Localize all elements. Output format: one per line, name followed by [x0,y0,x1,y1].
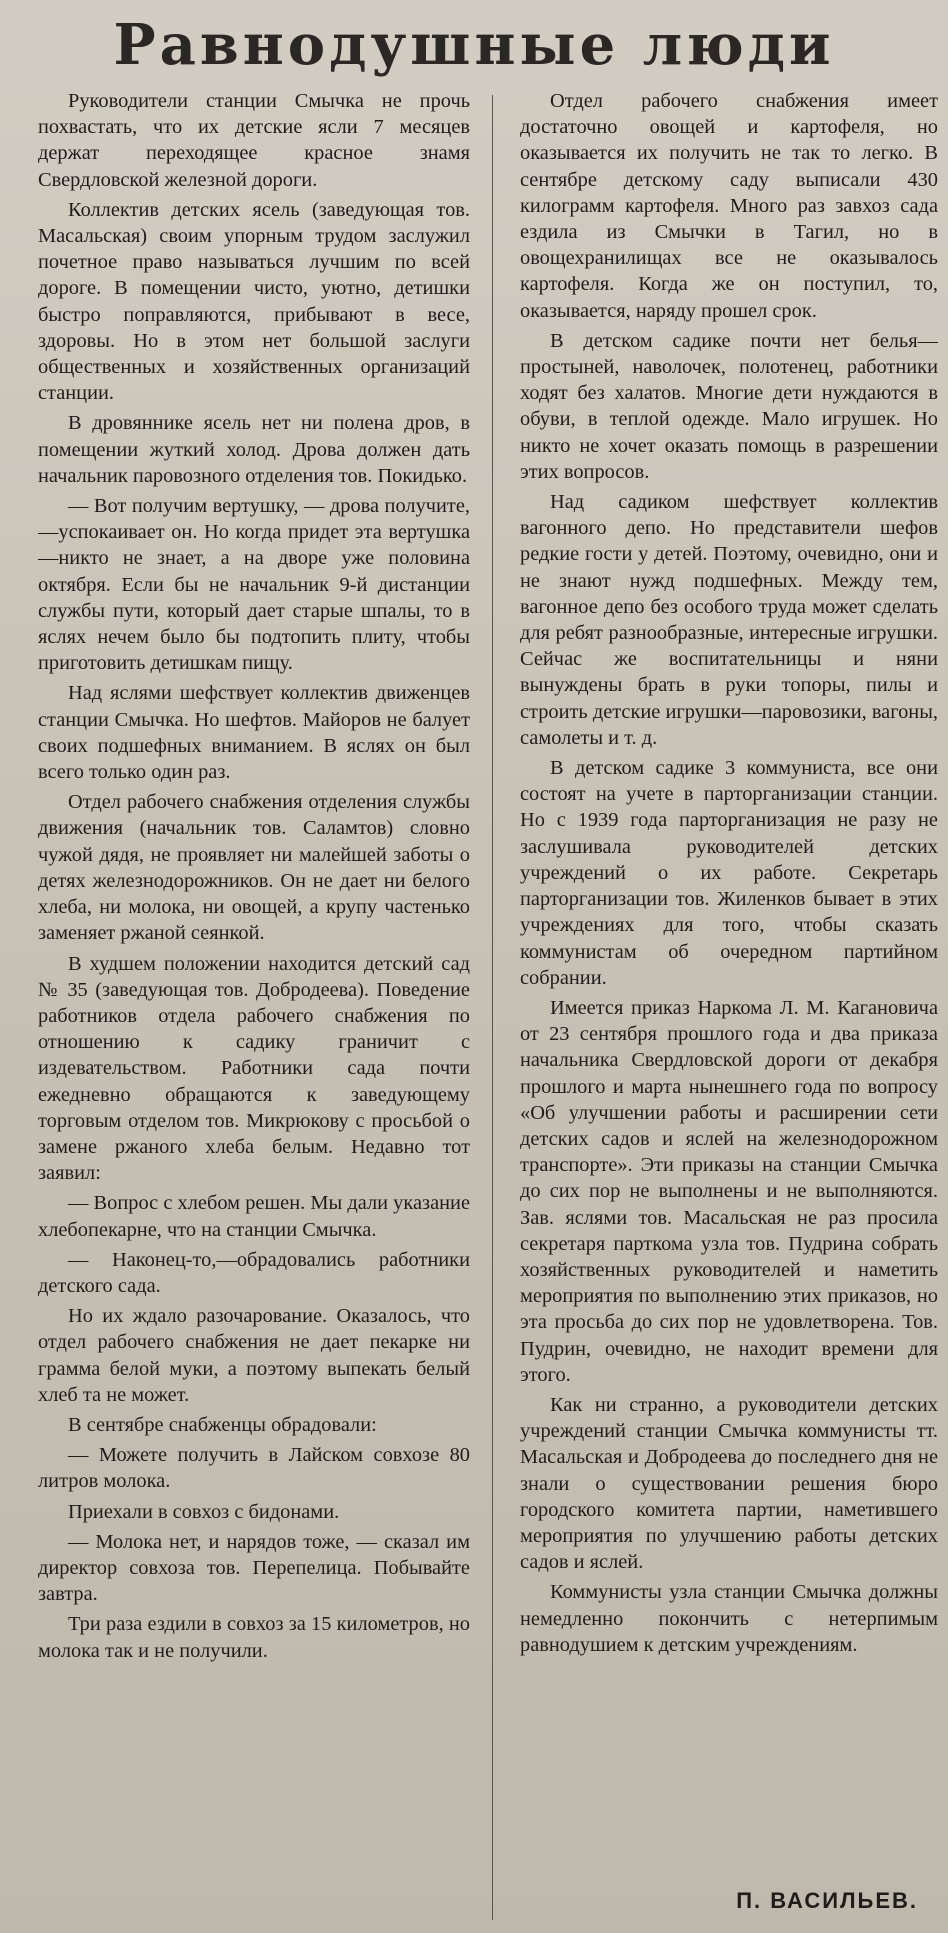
paragraph: — Вопрос с хлебом решен. Мы дали указание хлебопекарне, что на станции Смычка. [38,1192,470,1241]
paragraph: Отдел рабочего снабжения имеет достаточно овощей и картофеля, но оказывается их получить не так то легко. В сентябре детскому саду выписали 430 килограмм картофеля. Много раз завхоз сада ездила из Смычки в Тагил, но в овощехранилищах все не оказывалось картофеля. Когда же он поступил, то, оказывается, наряду прошел срок. [520,90,938,322]
paragraph: Но их ждало разочарование. Оказалось, что отдел рабочего снабжения не дает пекарке ни грамма белой муки, а поэтому выпекать белый хлеб та не может. [38,1305,470,1406]
paragraph: Имеется приказ Наркома Л. М. Кагановича от 23 сентября прошлого года и два приказа начальника Свердловской дороги от декабря прошлого и марта нынешнего года по вопросу «Об улучшении работы и расширении сети детских садов и яслей на железнодорожном транспорте». Эти приказы на станции Смычка до сих пор не выполнены и не выполняются. Зав. яслями тов. Масальская не раз просила секретаря парткома узла тов. Пудрина собрать хозяйственных руководителей и наметить мероприятия по выполнению этих приказов, но эта просьба до сих пор не удовлетворена. Тов. Пудрин, очевидно, не находит времени для этого. [520,996,938,1386]
author-signature: П. ВАСИЛЬЕВ. [736,1888,918,1913]
article-title: Равнодушные люди [113,12,835,78]
paragraph: В дровяннике ясель нет ни полена дров, в помещении жуткий холод. Дрова должен дать начальник паровозного отделения тов. Покидько. [38,412,470,487]
paragraph: Коллектив детских ясель (заведующая тов. Масальская) своим упорным трудом заслужил почетное право называться лучшим по всей дороге. В помещении чисто, уютно, детишки быстро поправляются, прибывают в весе, здоровы. Но в этом нет большой заслуги общественных и хозяйственных организаций станции. [38,198,470,405]
column-divider [492,95,493,1920]
paragraph: В худшем положении находится детский сад № 35 (заведующая тов. Добродеева). Поведение работников отдела рабочего снабжения по отношению к садику граничит с издевательством. Работники сада почти ежедневно обращаются к заведующему торговым отделом тов. Микрюкову с просьбой о замене ржаного хлеба белым. Недавно тот заявил: [38,952,470,1185]
paragraph: — Наконец-то,—обрадовались работники детского сада. [38,1248,470,1297]
paragraph: Руководители станции Смычка не прочь похвастать, что их детские ясли 7 месяцев держат переходящее красное знамя Свердловской железной дороги. [38,90,470,191]
paragraph: Три раза ездили в совхоз за 15 километров, но молока так и не получили. [38,1613,470,1662]
paragraph: В сентябре снабженцы обрадовали: [68,1413,377,1436]
paragraph: — Можете получить в Лайском совхозе 80 литров молока. [38,1444,470,1493]
paragraph: Как ни странно, а руководители детских учреждений станции Смычка коммунисты тт. Масальская и Добродеева до последнего дня не знали о существовании решения бюро городского комитета партии, наметившего мероприятия по улучшению работы детских садов и яслей. [520,1393,938,1574]
paragraph: Отдел рабочего снабжения отделения службы движения (начальник тов. Саламтов) словно чужой дядя, не проявляет ни малейшей заботы о детях железнодорожников. Он не дает ни белого хлеба, ни молока, ни овощей, а крупу частенько заменяет ржаной сеянкой. [38,791,470,945]
paragraph: Коммунисты узла станции Смычка должны немедленно покончить с нетерпимым равнодушием к детским учреждениям. [520,1581,938,1656]
paragraph: — Вот получим вертушку, — дрова получите,—успокаивает он. Но когда придет эта вертушка—никто не знает, а на дворе уже половина октября. Если бы не начальник 9-й дистанции службы пути, который дает старые шпалы, то в яслях нечем было бы подтопить плиту, чтобы приготовить детишкам пищу. [38,495,470,675]
paragraph: Приехали в совхоз с бидонами. [68,1500,340,1523]
paragraph: Над яслями шефствует коллектив движенцев станции Смычка. Но шефтов. Майоров не балует своих подшефных вниманием. В яслях он был всего только один раз. [38,682,470,784]
paragraph: В детском садике 3 коммуниста, все они состоят на учете в парторганизации станции. Но с 1939 года парторганизация не разу не заслушивала руководителей детских учреждений о их работе. Секретарь парторганизации тов. Жиленков бывает в этих учреждениях для того, чтобы сказать коммунистам об очередном партийном собрании. [520,757,938,989]
paragraph: В детском садике почти нет белья—простыней, наволочек, полотенец, работники ходят без халатов. Многие дети нуждаются в обуви, в теплой одежде. Мало игрушек. Но никто не хочет оказать помощь в разрешении этих вопросов. [520,329,938,483]
article-column-right [520,88,938,1918]
paragraph: Над садиком шефствует коллектив вагонного депо. Но представители шефов редкие гости у детей. Поэтому, очевидно, они и не знают нужд подшефных. Между тем, вагонное депо без особого труда может сделать для ребят разнообразные, интересные игрушки. Сейчас же воспитательницы и няни вынуждены брать в руки топоры, пилы и строить детские игрушки—паровозики, вагоны, самолеты и т. д. [520,491,938,749]
paragraph: — Молока нет, и нарядов тоже, — сказал им директор совхоза тов. Перепелица. Побывайте завтра. [38,1530,470,1606]
article-column-left [38,88,470,1918]
